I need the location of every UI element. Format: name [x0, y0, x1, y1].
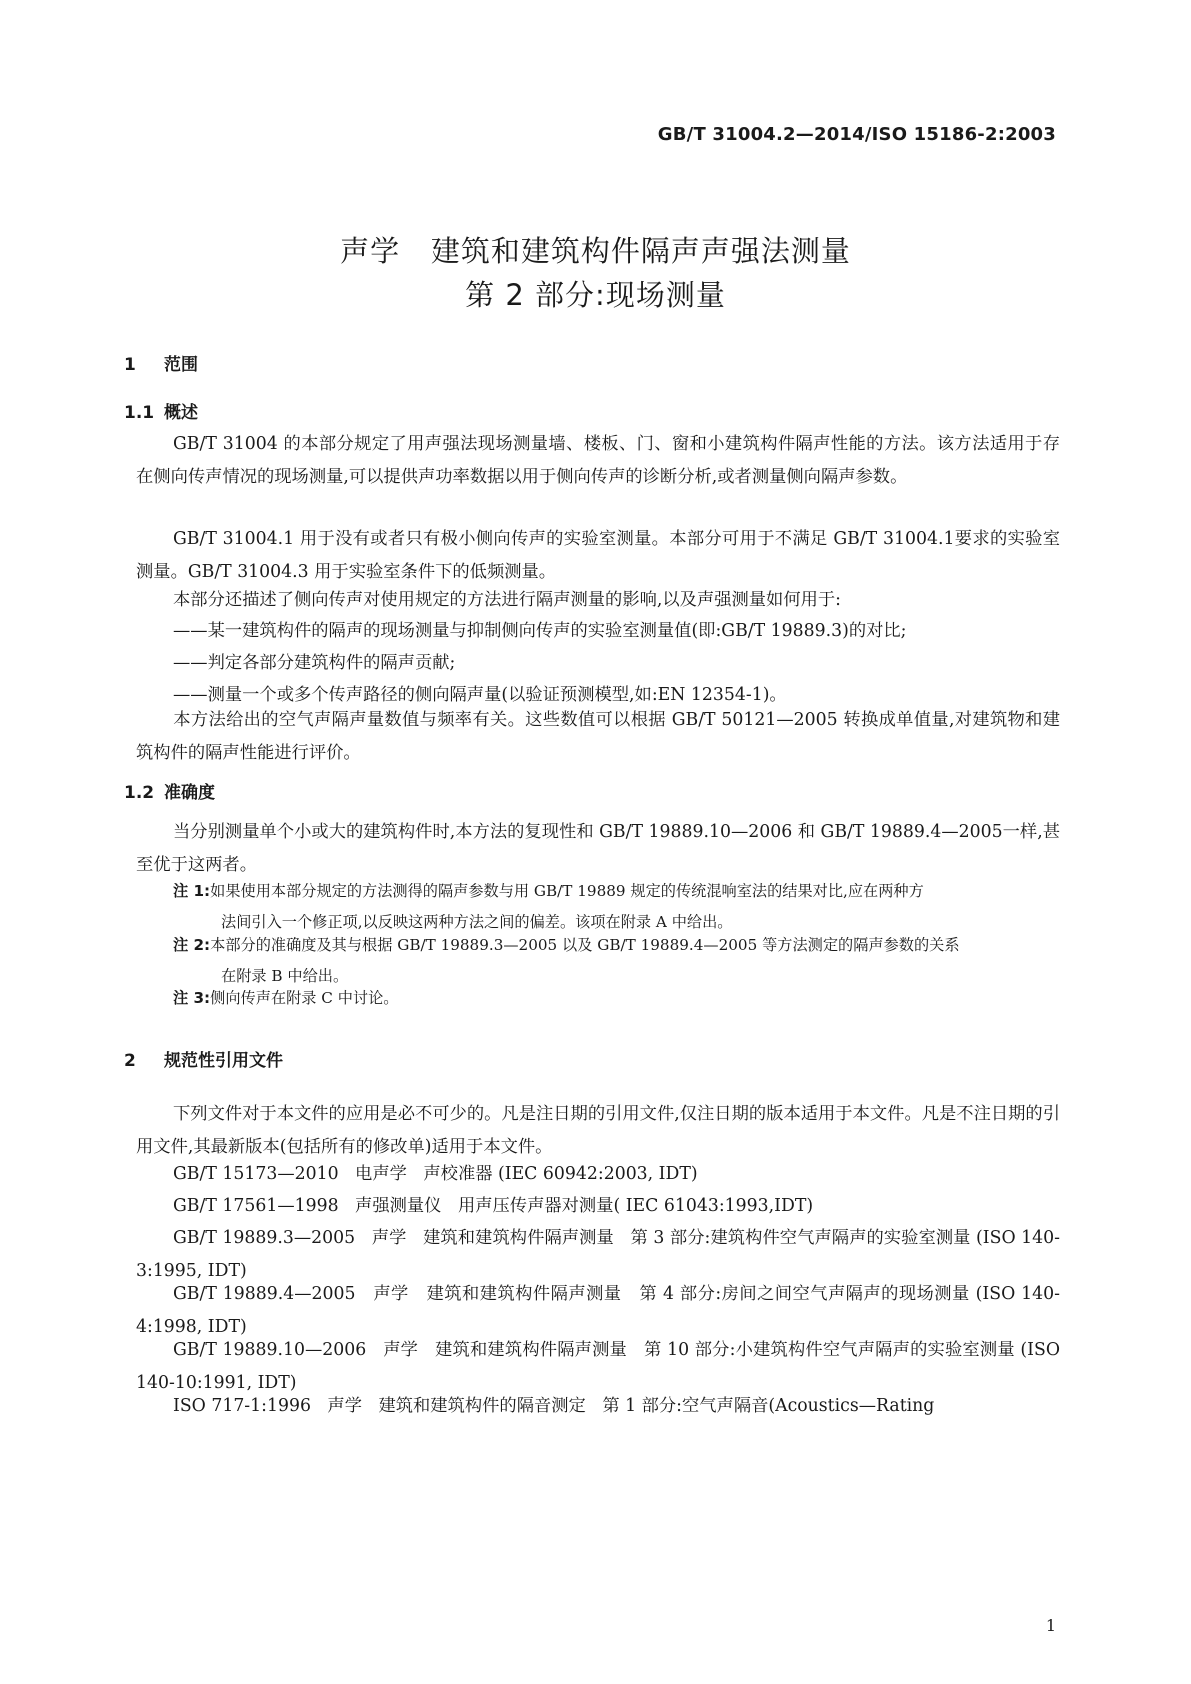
page-number: 1 [1045, 1616, 1056, 1635]
reference-item: GB/T 19889.3—2005 声学 建筑和建筑构件隔声测量 第 3 部分:建筑构件空气声隔声的实验室测量 (ISO 140-3:1995, IDT) [136, 1228, 1060, 1281]
paragraph: 下列文件对于本文件的应用是必不可少的。凡是注日期的引用文件,仅注日期的版本适用于本文件。凡是不注日期的引用文件,其最新版本(包括所有的修改单)适用于本文件。 [136, 1104, 1060, 1157]
paragraph: 本部分还描述了侧向传声对使用规定的方法进行隔声测量的影响,以及声强测量如何用于: [173, 590, 842, 610]
note-1: 注 1:如果使用本部分规定的方法测得的隔声参数与用 GB/T 19889 规定的传统混响室法的结果对比,应在两种方 法间引入一个修正项,以反映这两种方法之间的偏差。该项在附录 A 中给出。 [173, 882, 924, 931]
reference-item: GB/T 19889.10—2006 声学 建筑和建筑构件隔声测量 第 10 部分:小建筑构件空气声隔声的实验室测量 (ISO 140-10:1991, IDT) [136, 1340, 1066, 1393]
section-title: 范围 [164, 355, 198, 375]
reference-item: GB/T 15173—2010 电声学 声校准器 (IEC 60942:2003, IDT) [173, 1164, 698, 1184]
paragraph: 当分别测量单个小或大的建筑构件时,本方法的复现性和 GB/T 19889.10—2006 和 GB/T 19889.4—2005一样,甚至优于这两者。 [136, 822, 1060, 875]
section-number: 1.2 [124, 783, 155, 803]
paragraph: GB/T 31004 的本部分规定了用声强法现场测量墙、楼板、门、窗和小建筑构件隔声性能的方法。该方法适用于存在侧向传声情况的现场测量,可以提供声功率数据以用于侧向传声的诊断分析,或者测量侧向隔声参数。 [136, 434, 1060, 487]
reference-item: GB/T 17561—1998 声强测量仪 用声压传声器对测量( IEC 61043:1993,IDT) [173, 1196, 814, 1216]
reference-item: GB/T 19889.4—2005 声学 建筑和建筑构件隔声测量 第 4 部分:房间之间空气声隔声的现场测量 (ISO 140-4:1998, IDT) [136, 1284, 1060, 1337]
section-title: 准确度 [164, 783, 215, 803]
note-3: 注 3:侧向传声在附录 C 中讨论。 [173, 989, 399, 1007]
standard-number: GB/T 31004.2—2014/ISO 15186-2:2003 [657, 124, 1056, 145]
section-1-heading [124, 350, 198, 375]
section-1-1-heading [124, 398, 198, 423]
title-line-1: 声学 建筑和建筑构件隔声声强法测量 [340, 234, 851, 268]
dash-item: ——测量一个或多个传声路径的侧向隔声量(以验证预测模型,如:EN 12354-1)。 [173, 685, 787, 705]
section-1-2-heading [124, 778, 215, 803]
section-2-heading [124, 1046, 283, 1071]
section-number: 1.1 [124, 403, 155, 423]
paragraph: GB/T 31004.1 用于没有或者只有极小侧向传声的实验室测量。本部分可用于不满足 GB/T 31004.1要求的实验室测量。GB/T 31004.3 用于实验室条件下的低频测量。 [136, 529, 1060, 582]
section-number: 2 [124, 1051, 136, 1071]
section-number: 1 [124, 355, 136, 375]
section-title: 概述 [164, 403, 198, 423]
dash-item: ——某一建筑构件的隔声的现场测量与抑制侧向传声的实验室测量值(即:GB/T 19889.3)的对比; [173, 621, 907, 641]
note-2: 注 2:本部分的准确度及其与根据 GB/T 19889.3—2005 以及 GB/T 19889.4—2005 等方法测定的隔声参数的关系 在附录 B 中给出。 [173, 936, 960, 985]
dash-item: ——判定各部分建筑构件的隔声贡献; [173, 653, 456, 673]
title-line-2: 第 2 部分:现场测量 [465, 278, 726, 312]
reference-item: ISO 717-1:1996 声学 建筑和建筑构件的隔音测定 第 1 部分:空气声隔音(Acoustics—Rating [173, 1396, 935, 1416]
section-title: 规范性引用文件 [164, 1051, 283, 1071]
paragraph: 本方法给出的空气声隔声量数值与频率有关。这些数值可以根据 GB/T 50121—2005 转换成单值量,对建筑物和建筑构件的隔声性能进行评价。 [136, 710, 1060, 763]
